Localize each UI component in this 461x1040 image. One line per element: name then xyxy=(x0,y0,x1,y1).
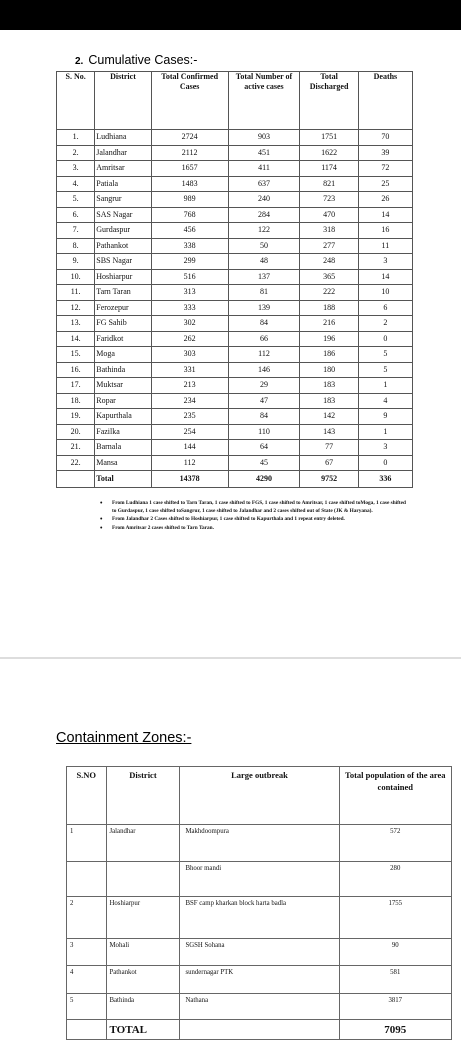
cell-discharged: 318 xyxy=(300,223,358,239)
cell-confirmed: 516 xyxy=(151,269,228,285)
cell-discharged: 222 xyxy=(300,285,358,301)
cell-discharged: 1174 xyxy=(300,161,358,177)
cell-district: Fazilka xyxy=(95,424,151,440)
table-header-row xyxy=(57,72,413,130)
table-row xyxy=(57,254,413,270)
cell-confirmed: 331 xyxy=(151,362,228,378)
table-row xyxy=(57,378,413,394)
cell-active: 110 xyxy=(228,424,300,440)
cell-district: Mansa xyxy=(95,455,151,471)
total-row xyxy=(57,471,413,488)
cell-active: 64 xyxy=(228,440,300,456)
cell-discharged: 277 xyxy=(300,238,358,254)
cell-district: FG Sahib xyxy=(95,316,151,332)
cell-sno: 1. xyxy=(57,130,95,146)
cell-deaths: 39 xyxy=(358,145,412,161)
cell-outbreak: sundernagar PTK xyxy=(180,966,339,994)
cell-sno: 6. xyxy=(57,207,95,223)
table-row xyxy=(57,316,413,332)
cell-sno: 15. xyxy=(57,347,95,363)
cell-confirmed: 1483 xyxy=(151,176,228,192)
cell-sno: 11. xyxy=(57,285,95,301)
cell-district: Mohali xyxy=(106,939,180,966)
cell-confirmed: 262 xyxy=(151,331,228,347)
cell-sno: 20. xyxy=(57,424,95,440)
cell-discharged: 196 xyxy=(300,331,358,347)
total-row xyxy=(67,1020,452,1040)
cell-discharged: 67 xyxy=(300,455,358,471)
cell-active: 240 xyxy=(228,192,300,208)
cell-active: 284 xyxy=(228,207,300,223)
cell-district xyxy=(106,862,180,897)
cell-district: Barnala xyxy=(95,440,151,456)
cell-deaths: 10 xyxy=(358,285,412,301)
cell-confirmed: 2112 xyxy=(151,145,228,161)
page-separator xyxy=(0,657,461,659)
cell-confirmed: 213 xyxy=(151,378,228,394)
cell-confirmed: 456 xyxy=(151,223,228,239)
cell-district: Ludhiana xyxy=(95,130,151,146)
table-row xyxy=(57,424,413,440)
cell-confirmed: 235 xyxy=(151,409,228,425)
cell-discharged: 248 xyxy=(300,254,358,270)
header-population: Total population of the area contained xyxy=(339,767,451,825)
table-row xyxy=(57,192,413,208)
cell-active: 122 xyxy=(228,223,300,239)
cell-discharged: 186 xyxy=(300,347,358,363)
cell-deaths: 0 xyxy=(358,331,412,347)
table-row xyxy=(57,331,413,347)
cell-district: Sangrur xyxy=(95,192,151,208)
cell-confirmed: 112 xyxy=(151,455,228,471)
cell-district: Pathankot xyxy=(106,966,180,994)
table-row xyxy=(57,161,413,177)
cell-deaths: 6 xyxy=(358,300,412,316)
table-row xyxy=(57,176,413,192)
cell-discharged: 183 xyxy=(300,378,358,394)
header-discharged: Total Discharged xyxy=(300,72,358,130)
cell-outbreak: SGSH Sohana xyxy=(180,939,339,966)
cumulative-cases-table xyxy=(56,71,413,488)
cell-district: Patiala xyxy=(95,176,151,192)
table-row xyxy=(57,238,413,254)
cell-confirmed: 303 xyxy=(151,347,228,363)
total-cell: TOTAL xyxy=(106,1020,180,1040)
cell-district: Gurdaspur xyxy=(95,223,151,239)
cell-district: Amritsar xyxy=(95,161,151,177)
section-title: Cumulative Cases:- xyxy=(88,53,198,67)
cell-deaths: 9 xyxy=(358,409,412,425)
header-district: District xyxy=(106,767,180,825)
cell-active: 411 xyxy=(228,161,300,177)
cell-sno: 22. xyxy=(57,455,95,471)
cell-deaths: 11 xyxy=(358,238,412,254)
cell-sno: 16. xyxy=(57,362,95,378)
cell-active: 903 xyxy=(228,130,300,146)
cell-sno: 13. xyxy=(57,316,95,332)
table-row xyxy=(57,455,413,471)
cell-deaths: 1 xyxy=(358,378,412,394)
cell-sno: 17. xyxy=(57,378,95,394)
cell-discharged: 1751 xyxy=(300,130,358,146)
cell-active: 637 xyxy=(228,176,300,192)
section-number: 2. xyxy=(75,56,84,67)
table-row xyxy=(57,207,413,223)
cell-discharged: 180 xyxy=(300,362,358,378)
cell-discharged: 142 xyxy=(300,409,358,425)
cell-district: Hoshiarpur xyxy=(106,897,180,939)
cell-deaths: 0 xyxy=(358,455,412,471)
cell-confirmed: 989 xyxy=(151,192,228,208)
cell-deaths: 2 xyxy=(358,316,412,332)
cell-discharged: 77 xyxy=(300,440,358,456)
header-district: District xyxy=(95,72,151,130)
table-row xyxy=(57,347,413,363)
cell-discharged: 365 xyxy=(300,269,358,285)
cell-district: SBS Nagar xyxy=(95,254,151,270)
containment-zones-heading: Containment Zones:- xyxy=(56,730,192,746)
cell-discharged: 470 xyxy=(300,207,358,223)
cell-district: Ropar xyxy=(95,393,151,409)
cell-sno: 3. xyxy=(57,161,95,177)
cell-sno: 4. xyxy=(57,176,95,192)
cell-outbreak: Bhoor mandi xyxy=(180,862,339,897)
table-row xyxy=(57,440,413,456)
cell-sno: 2. xyxy=(57,145,95,161)
cell-deaths: 1 xyxy=(358,424,412,440)
header-outbreak: Large outbreak xyxy=(180,767,339,825)
table-row xyxy=(67,897,452,939)
cell-active: 47 xyxy=(228,393,300,409)
header-active: Total Number of active cases xyxy=(228,72,300,130)
cell-district: Faridkot xyxy=(95,331,151,347)
cell-confirmed: 299 xyxy=(151,254,228,270)
table-row xyxy=(57,409,413,425)
cell-sno: 1 xyxy=(67,825,107,862)
cell-district: Jalandhar xyxy=(106,825,180,862)
cell-district: SAS Nagar xyxy=(95,207,151,223)
cell-discharged: 723 xyxy=(300,192,358,208)
cell-sno xyxy=(67,862,107,897)
cell-population: 280 xyxy=(339,862,451,897)
table-row xyxy=(57,300,413,316)
cell-confirmed: 768 xyxy=(151,207,228,223)
total-cell xyxy=(180,1020,339,1040)
cell-deaths: 26 xyxy=(358,192,412,208)
cell-deaths: 5 xyxy=(358,347,412,363)
table-row xyxy=(57,223,413,239)
cell-sno: 8. xyxy=(57,238,95,254)
cell-deaths: 14 xyxy=(358,207,412,223)
cell-district: Hoshiarpur xyxy=(95,269,151,285)
cell-deaths: 14 xyxy=(358,269,412,285)
cell-deaths: 72 xyxy=(358,161,412,177)
cell-active: 45 xyxy=(228,455,300,471)
top-black-bar xyxy=(0,0,461,30)
cell-discharged: 1622 xyxy=(300,145,358,161)
cell-confirmed: 144 xyxy=(151,440,228,456)
cell-confirmed: 2724 xyxy=(151,130,228,146)
cell-district: Ferozepur xyxy=(95,300,151,316)
note-item: • From Amritsar 2 cases shifted to Tarn Taran. xyxy=(100,525,410,533)
cell-active: 112 xyxy=(228,347,300,363)
cell-discharged: 216 xyxy=(300,316,358,332)
cell-sno: 10. xyxy=(57,269,95,285)
total-cell xyxy=(67,1020,107,1040)
cell-outbreak: Makhdoompura xyxy=(180,825,339,862)
cell-population: 1755 xyxy=(339,897,451,939)
cell-district: Tarn Taran xyxy=(95,285,151,301)
total-cell: 336 xyxy=(358,471,412,488)
cell-active: 48 xyxy=(228,254,300,270)
table-row xyxy=(57,393,413,409)
cell-population: 572 xyxy=(339,825,451,862)
cell-deaths: 16 xyxy=(358,223,412,239)
table-row xyxy=(57,362,413,378)
cell-population: 581 xyxy=(339,966,451,994)
cell-confirmed: 254 xyxy=(151,424,228,440)
cell-active: 50 xyxy=(228,238,300,254)
cell-discharged: 188 xyxy=(300,300,358,316)
cell-confirmed: 302 xyxy=(151,316,228,332)
cell-confirmed: 234 xyxy=(151,393,228,409)
header-sno: S.NO xyxy=(67,767,107,825)
total-cell: 9752 xyxy=(300,471,358,488)
total-cell: 14378 xyxy=(151,471,228,488)
total-cell: 4290 xyxy=(228,471,300,488)
cell-deaths: 70 xyxy=(358,130,412,146)
table-header-row xyxy=(67,767,452,825)
cell-confirmed: 313 xyxy=(151,285,228,301)
note-item: • From Ludhiana 1 case shifted to Tarn Taran, 1 case shifted to FGS, 1 case shifted to Amritsar, 1 case shifted toMoga, 1 case shifted to Gurdaspur, 1 case shifted toSangrur, 1 case shifted to Jalandhar and 2 cases shifted out of State (JK & Haryana). xyxy=(100,500,410,515)
total-cell: 7095 xyxy=(339,1020,451,1040)
table-row xyxy=(67,862,452,897)
header-confirmed: Total Confirmed Cases xyxy=(151,72,228,130)
cell-sno: 9. xyxy=(57,254,95,270)
cell-outbreak: Nathana xyxy=(180,994,339,1020)
cell-confirmed: 333 xyxy=(151,300,228,316)
cell-active: 146 xyxy=(228,362,300,378)
cell-deaths: 3 xyxy=(358,440,412,456)
cell-district: Muktsar xyxy=(95,378,151,394)
cell-sno: 2 xyxy=(67,897,107,939)
total-cell: Total xyxy=(95,471,151,488)
header-sno: S. No. xyxy=(57,72,95,130)
cell-discharged: 183 xyxy=(300,393,358,409)
total-cell xyxy=(57,471,95,488)
cell-active: 66 xyxy=(228,331,300,347)
table-row xyxy=(67,939,452,966)
cell-deaths: 4 xyxy=(358,393,412,409)
cell-active: 81 xyxy=(228,285,300,301)
cell-sno: 7. xyxy=(57,223,95,239)
cell-sno: 5. xyxy=(57,192,95,208)
cell-district: Bathinda xyxy=(106,994,180,1020)
cell-district: Kapurthala xyxy=(95,409,151,425)
table-row xyxy=(57,269,413,285)
cell-district: Moga xyxy=(95,347,151,363)
cell-sno: 3 xyxy=(67,939,107,966)
cell-district: Bathinda xyxy=(95,362,151,378)
notes-list xyxy=(100,500,410,533)
cell-deaths: 3 xyxy=(358,254,412,270)
cell-district: Jalandhar xyxy=(95,145,151,161)
cell-sno: 21. xyxy=(57,440,95,456)
cell-active: 29 xyxy=(228,378,300,394)
cell-sno: 19. xyxy=(57,409,95,425)
table-row xyxy=(57,130,413,146)
containment-zones-table xyxy=(66,766,452,1040)
table-row xyxy=(67,966,452,994)
cell-population: 90 xyxy=(339,939,451,966)
cell-active: 137 xyxy=(228,269,300,285)
cell-confirmed: 1657 xyxy=(151,161,228,177)
cell-sno: 14. xyxy=(57,331,95,347)
cell-active: 139 xyxy=(228,300,300,316)
cell-confirmed: 338 xyxy=(151,238,228,254)
cell-district: Pathankot xyxy=(95,238,151,254)
cell-sno: 5 xyxy=(67,994,107,1020)
cell-active: 451 xyxy=(228,145,300,161)
cell-deaths: 25 xyxy=(358,176,412,192)
cell-sno: 18. xyxy=(57,393,95,409)
table-row xyxy=(57,145,413,161)
cell-deaths: 5 xyxy=(358,362,412,378)
cumulative-cases-heading xyxy=(75,53,197,67)
cell-active: 84 xyxy=(228,409,300,425)
cell-discharged: 821 xyxy=(300,176,358,192)
table-row xyxy=(67,825,452,862)
cell-discharged: 143 xyxy=(300,424,358,440)
note-item: • From Jalandhar 2 Cases shifted to Hoshiarpur, 1 case shifted to Kapurthala and 1 repeat entry deleted. xyxy=(100,516,410,524)
cell-outbreak: BSF camp kharkan block harta badla xyxy=(180,897,339,939)
table-row xyxy=(57,285,413,301)
header-deaths: Deaths xyxy=(358,72,412,130)
cell-sno: 12. xyxy=(57,300,95,316)
cell-population: 3817 xyxy=(339,994,451,1020)
cell-active: 84 xyxy=(228,316,300,332)
table-row xyxy=(67,994,452,1020)
cell-sno: 4 xyxy=(67,966,107,994)
